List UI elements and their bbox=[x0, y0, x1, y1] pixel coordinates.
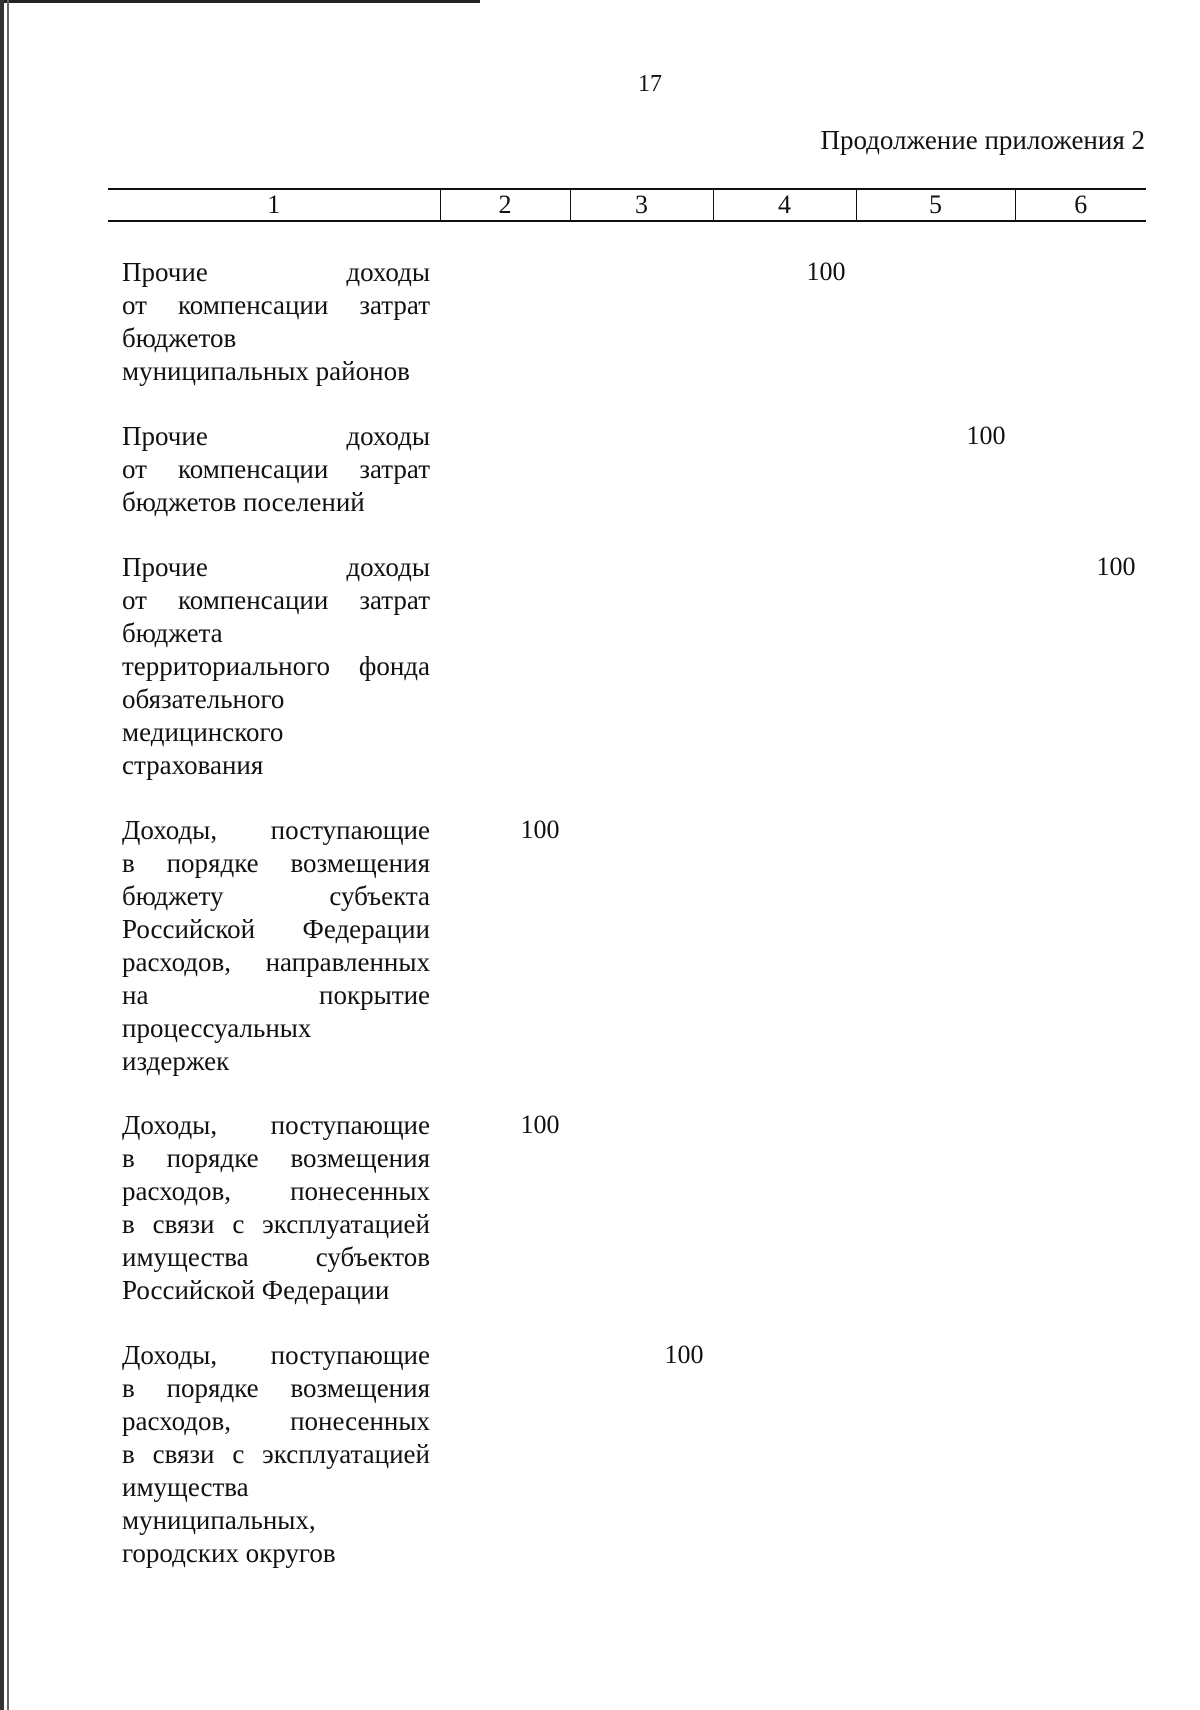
row-line: Прочие доходы bbox=[122, 257, 430, 287]
row-line: городских округов bbox=[122, 1538, 336, 1568]
row-line: имущества bbox=[122, 1472, 249, 1502]
row-line: муниципальных районов bbox=[122, 356, 410, 386]
row-value: 100 bbox=[520, 1110, 560, 1139]
row-line: бюджету субъекта bbox=[122, 881, 430, 911]
scan-edge-left bbox=[0, 0, 4, 1710]
column-header-table bbox=[108, 188, 1146, 222]
column-header-3: 3 bbox=[570, 189, 713, 221]
row-line: бюджетов bbox=[122, 323, 237, 353]
column-header-2: 2 bbox=[440, 189, 570, 221]
scan-edge-left-inner bbox=[7, 0, 9, 1710]
row-line: расходов, направленных bbox=[122, 947, 430, 977]
row-line: имущества субъектов bbox=[122, 1242, 430, 1272]
row-line: Российской Федерации bbox=[122, 1275, 390, 1305]
row-line: Доходы, поступающие bbox=[122, 815, 430, 845]
column-header-6: 6 bbox=[1015, 189, 1146, 221]
column-header-1: 1 bbox=[108, 189, 440, 221]
row-value: 100 bbox=[1096, 552, 1136, 581]
row-line: муниципальных, bbox=[122, 1505, 316, 1535]
row-line: страхования bbox=[122, 750, 264, 780]
page-number: 17 bbox=[638, 71, 662, 97]
column-header-5: 5 bbox=[856, 189, 1015, 221]
column-header-row bbox=[108, 189, 1146, 221]
row-line: расходов, понесенных bbox=[122, 1406, 430, 1436]
row-description bbox=[122, 1109, 430, 1307]
row-description bbox=[122, 551, 430, 782]
row-line: в порядке возмещения bbox=[122, 1373, 430, 1403]
row-line: Прочие доходы bbox=[122, 552, 430, 582]
row-line: в порядке возмещения bbox=[122, 1143, 430, 1173]
row-value: 100 bbox=[664, 1340, 704, 1369]
row-line: от компенсации затрат bbox=[122, 290, 430, 320]
row-line: в порядке возмещения bbox=[122, 848, 430, 878]
row-line: территориального фонда bbox=[122, 651, 430, 681]
row-value: 100 bbox=[520, 815, 560, 844]
continuation-label: Продолжение приложения 2 bbox=[820, 125, 1145, 155]
row-description bbox=[122, 1339, 430, 1570]
column-header-4: 4 bbox=[713, 189, 856, 221]
row-line: на покрытие bbox=[122, 980, 430, 1010]
row-line: процессуальных bbox=[122, 1013, 312, 1043]
row-description bbox=[122, 256, 430, 388]
row-line: Российской Федерации bbox=[122, 914, 430, 944]
scan-edge-top bbox=[0, 0, 480, 3]
row-description bbox=[122, 420, 430, 519]
row-description bbox=[122, 814, 430, 1078]
row-line: от компенсации затрат bbox=[122, 585, 430, 615]
row-line: от компенсации затрат bbox=[122, 454, 430, 484]
row-line: Доходы, поступающие bbox=[122, 1340, 430, 1370]
row-value: 100 bbox=[966, 421, 1006, 450]
row-line: Прочие доходы bbox=[122, 421, 430, 451]
row-line: Доходы, поступающие bbox=[122, 1110, 430, 1140]
row-line: в связи с эксплуатацией bbox=[122, 1439, 430, 1469]
row-line: медицинского bbox=[122, 717, 284, 747]
row-line: расходов, понесенных bbox=[122, 1176, 430, 1206]
row-value: 100 bbox=[806, 257, 846, 286]
row-line: бюджета bbox=[122, 618, 223, 648]
row-line: бюджетов поселений bbox=[122, 487, 365, 517]
row-line: обязательного bbox=[122, 684, 285, 714]
row-line: в связи с эксплуатацией bbox=[122, 1209, 430, 1239]
row-line: издержек bbox=[122, 1046, 230, 1076]
